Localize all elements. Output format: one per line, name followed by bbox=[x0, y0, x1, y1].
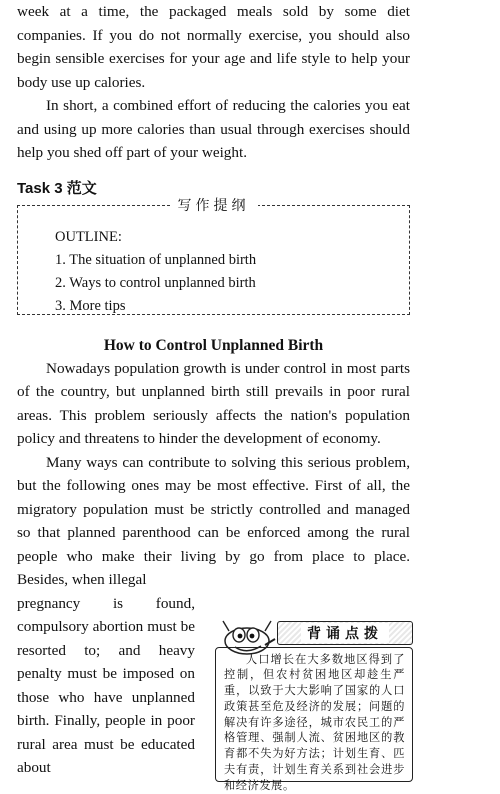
recitation-tip-box bbox=[215, 617, 413, 792]
tip-header bbox=[277, 621, 413, 645]
essay-title: How to Control Unplanned Birth bbox=[103, 336, 324, 354]
task-heading: Task 3 范文 bbox=[17, 179, 97, 197]
intro-paragraph-1: week at a time, the packaged meals sold by some diet companies. If you do not normally exercise, you should also begin sensible exercises for your age and life style to help your body use up calories. bbox=[17, 3, 410, 91]
outline-label: OUTLINE: bbox=[55, 228, 122, 245]
essay-paragraph-2: Many ways can contribute to solving this serious problem, but the following ones may be most effective. First of all, the migratory population must be strictly controlled and managed so that planned parenthood can be enforced among the rural people who make their living by go from place to place. Besides, when illegal bbox=[17, 453, 410, 588]
essay-paragraph-2-continued: pregnancy is found, compulsory abortion must be resorted to; and heavy penalty must be imposed on those who have unplanned birth. Finally, people in poor rural area must be educated about bbox=[17, 594, 195, 776]
outline-item: 1. The situation of unplanned birth bbox=[55, 251, 257, 268]
outline-box bbox=[17, 197, 410, 315]
outline-item: 2. Ways to control unplanned birth bbox=[55, 274, 256, 291]
page-content bbox=[17, 0, 410, 792]
outline-item: 3. More tips bbox=[55, 297, 126, 314]
outline-box-title: 写作提纲 bbox=[170, 195, 258, 215]
intro-paragraph-2: In short, a combined effort of reducing the calories you eat and using up more calories than usual through exercises should help you shed off part of your weight. bbox=[17, 97, 410, 161]
tip-title: 背诵点拨 bbox=[301, 623, 389, 643]
tip-body: 人口增长在大多数地区得到了控制，但农村贫困地区却趁生严重，以致于大大影响了国家的人口政策甚至危及经济的发展；问题的解决有许多途径，城市农民工的严格管理、强制人流、贫困地区的教育都不失为好方法；计划生育、匹夫有责，计划生育关系到社会进步和经济发展。 bbox=[215, 647, 413, 782]
essay-wrap-area bbox=[17, 592, 410, 792]
essay-paragraph-1: Nowadays population growth is under control in most parts of the country, but unplanned birth still prevails in poor rural areas. This problem seriously affects the nation's population policy and threatens to hinder the development of economy. bbox=[17, 359, 410, 447]
outline-body bbox=[55, 226, 256, 318]
